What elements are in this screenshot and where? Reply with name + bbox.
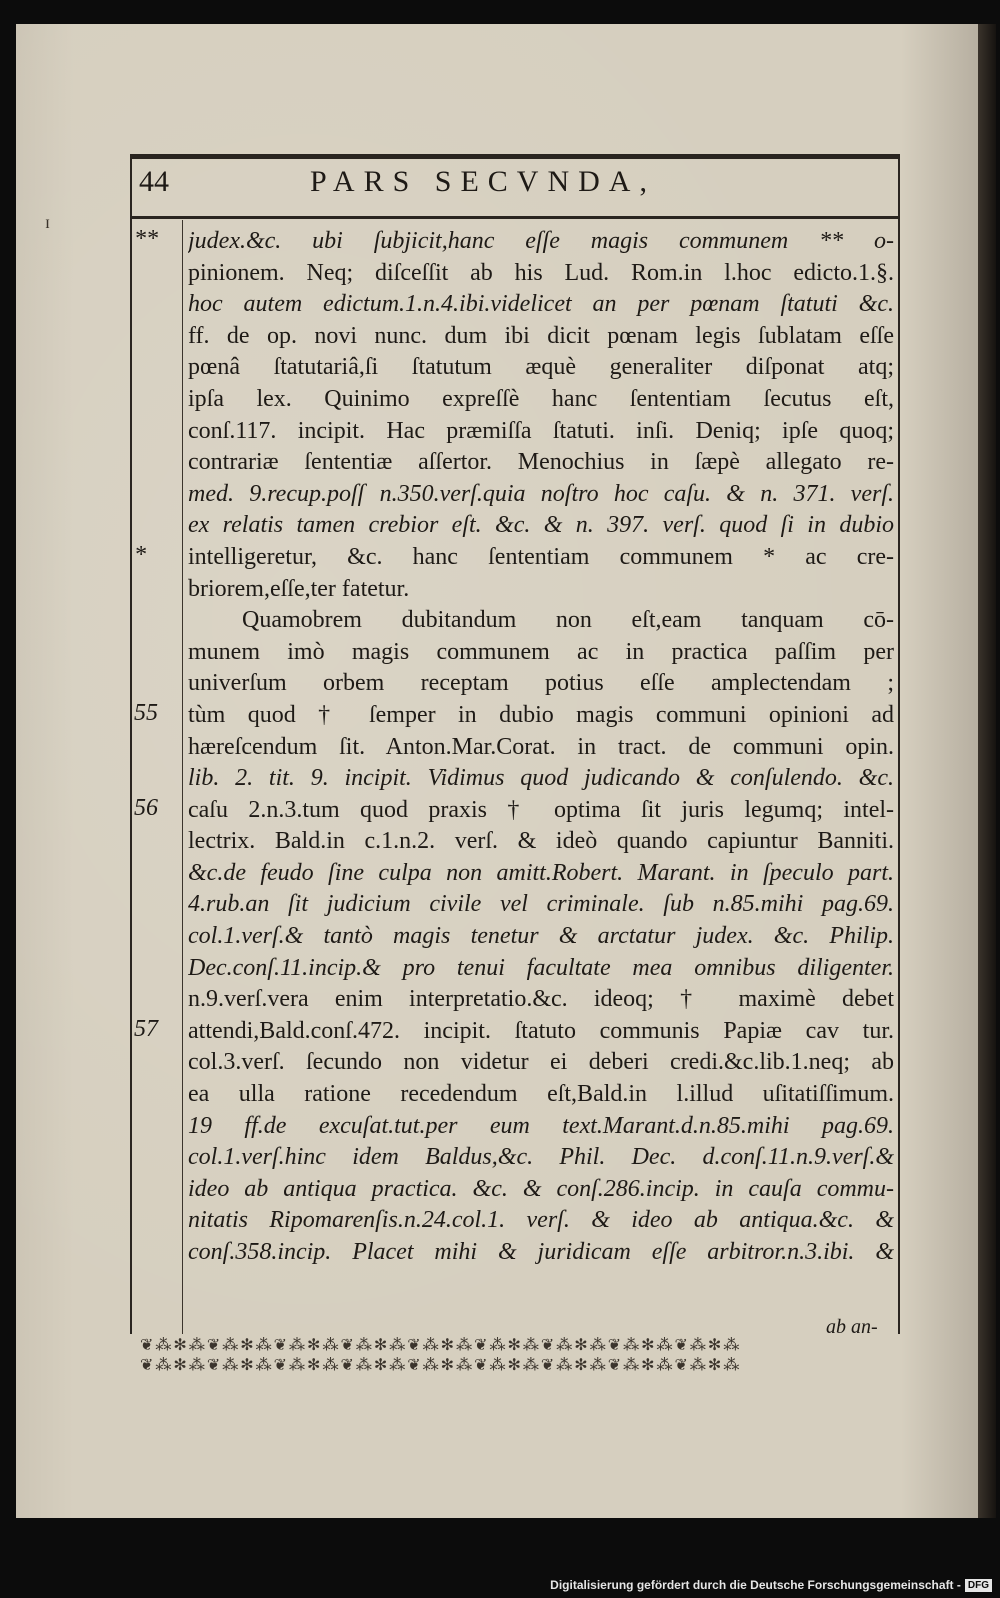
text-line: Quamobrem dubitandum non eſt,eam tanquam cō- (242, 607, 894, 634)
ornament-row: ❦⁂✻⁂❦⁂✻⁂❦⁂✻⁂❦⁂✻⁂❦⁂✻⁂❦⁂✻⁂❦⁂✻⁂❦⁂✻⁂❦⁂✻⁂ (140, 1337, 742, 1354)
text-line: munem imò magis communem ac in practica paſſim per (188, 638, 894, 665)
text-line: ideo ab antiqua practica. &c. & conſ.286.incip. in cauſa commu- (188, 1175, 894, 1202)
text-line: hæreſcendum ſit. Anton.Mar.Corat. in tract. de communi opin. (188, 733, 894, 760)
text-line: tùm quod † ſemper in dubio magis communi opinioni ad (188, 701, 894, 728)
binding-edge (978, 24, 996, 1518)
page-header (135, 165, 905, 207)
text-line: Dec.conſ.11.incip.& pro tenui facultate mea omnibus diligenter. (188, 954, 894, 981)
dfg-logo: DFG (965, 1579, 992, 1592)
text-line: judex.&c. ubi ſubjicit,hanc eſſe magis communem ** o- (188, 228, 894, 254)
text-line: intelligeretur, &c. hanc ſententiam communem * ac cre- (188, 543, 894, 570)
stray-ink-mark: ɪ (45, 212, 51, 232)
text-line: hoc autem edictum.1.n.4.ibi.videlicet an per pœnam ſtatuti &c. (188, 291, 894, 318)
footer-text: Digitalisierung gefördert durch die Deutsche Forschungsgemeinschaft - (550, 1578, 961, 1592)
text-line: 19 ff.de excuſat.tut.per eum text.Marant.d.n.85.mihi pag.69. (188, 1112, 894, 1139)
text-line: attendi,Bald.conſ.472. incipit. ſtatuto communis Papiæ cav tur. (188, 1017, 894, 1044)
margin-note: 56 (134, 794, 158, 821)
ornament-row: ❦⁂✻⁂❦⁂✻⁂❦⁂✻⁂❦⁂✻⁂❦⁂✻⁂❦⁂✻⁂❦⁂✻⁂❦⁂✻⁂❦⁂✻⁂ (140, 1357, 742, 1374)
text-line: 4.rub.an ſit judicium civile vel criminale. ſub n.85.mihi pag.69. (188, 891, 894, 918)
margin-note: 55 (134, 700, 158, 726)
text-line: col.1.verſ.& tantò magis tenetur & arctatur judex. &c. Philip. (188, 923, 894, 950)
text-line: nitatis Ripomarenſis.n.24.col.1. verſ. & ideo ab antiqua.&c. & (188, 1207, 894, 1234)
text-line: pinionem. Neq; diſceſſit ab his Lud. Rom.in l.hoc edicto.1.§. (188, 259, 894, 286)
text-line: n.9.verſ.vera enim interpretatio.&c. ideoq; † maximè debet (188, 986, 894, 1013)
running-head: PARS SECVNDA, (310, 165, 656, 198)
text-line: lib. 2. tit. 9. incipit. Vidimus quod judicando & conſulendo. &c. (188, 765, 894, 792)
text-line: conſ.117. incipit. Hac præmiſſa ſtatuti. inſi. Deniq; ipſe quoq; (188, 417, 894, 444)
text-line: med. 9.recup.poſſ n.350.verſ.quia noſtro hoc caſu. & n. 371. verſ. (188, 480, 894, 507)
text-line: briorem,eſſe,ter fatetur. (188, 575, 410, 602)
margin-note: * (134, 542, 146, 568)
digitization-footer (550, 1574, 992, 1596)
text-line: caſu 2.n.3.tum quod praxis † optima ſit juris legumq; intel- (188, 796, 894, 823)
margin-note: 57 (134, 1016, 158, 1042)
margin-note: ** (134, 226, 158, 252)
frame-right-rule (898, 154, 900, 1334)
page-number: 44 (139, 165, 169, 198)
text-line: ipſa lex. Quinimo expreſſè hanc ſententiam ſecutus eſt, (188, 385, 894, 412)
text-line: lectrix. Bald.in c.1.n.2. verſ. & ideò quando capiuntur Banniti. (188, 828, 894, 855)
text-line: univerſum orbem receptam potius eſſe amplectendam ; (188, 670, 894, 697)
top-rule (130, 154, 900, 159)
frame-left-rule (130, 154, 132, 1334)
frame-margin-rule (182, 220, 183, 1334)
text-line: ex relatis tamen crebior eſt. &c. & n. 397. verſ. quod ſi in dubio (188, 512, 894, 539)
catchword: ab an- (826, 1316, 878, 1338)
ornament-border (140, 1336, 900, 1380)
header-rule (130, 216, 900, 219)
body-text (188, 226, 894, 1269)
text-line: contrariæ ſententiæ aſſertor. Menochius in ſæpè allegato re- (188, 449, 894, 476)
text-line: pœnâ ſtatutariâ,ſi ſtatutum æquè generaliter diſponat atq; (188, 354, 894, 381)
text-line: ea ulla ratione recedendum eſt,Bald.in l.illud uſitatiſſimum. (188, 1081, 894, 1108)
text-line: col.3.verſ. ſecundo non videtur ei deberi credi.&c.lib.1.neq; ab (188, 1049, 894, 1076)
text-line: ff. de op. novi nunc. dum ibi dicit pœnam legis ſublatam eſſe (188, 322, 894, 349)
text-line: conſ.358.incip. Placet mihi & juridicam eſſe arbitror.n.3.ibi. & (188, 1239, 894, 1265)
text-line: &c.de feudo ſine culpa non amitt.Robert. Marant. in ſpeculo part. (188, 859, 894, 886)
text-line: col.1.verſ.hinc idem Baldus,&c. Phil. Dec. d.conſ.11.n.9.verſ.& (188, 1144, 894, 1171)
